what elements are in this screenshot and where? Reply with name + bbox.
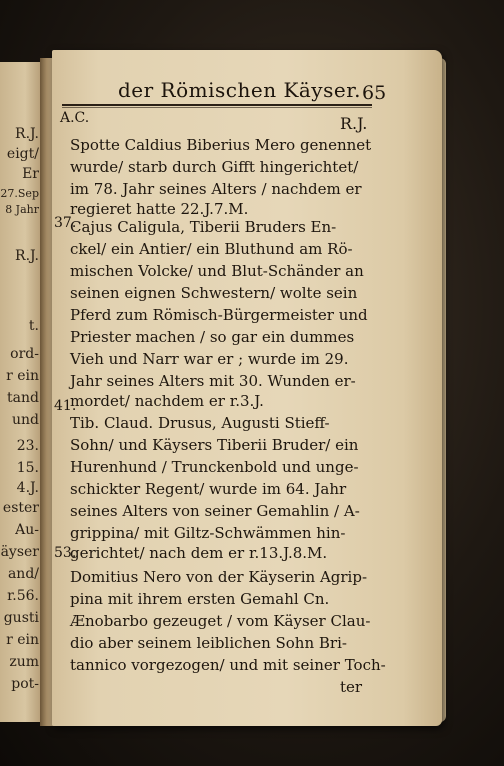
text-line: Domitius Nero von der Käyserin Agrip- [70, 568, 368, 586]
text-line: Sohn/ und Käysers Tiberii Bruder/ ein [70, 436, 359, 454]
text-line: ckel/ ein Antier/ ein Bluthund am Rö- [70, 240, 353, 258]
left-fragment: 23. [16, 438, 39, 454]
text-line: gerichtet/ nach dem er r.13.J.8.M. [70, 544, 328, 562]
text-line: pina mit ihrem ersten Gemahl Cn. [70, 590, 330, 608]
text-line: schickter Regent/ wurde im 64. Jahr [70, 480, 347, 498]
left-fragment: 8 Jahr [5, 203, 39, 216]
left-fragment: äyser [0, 544, 39, 560]
year-number: 41. [54, 398, 77, 414]
left-fragment: und [12, 412, 39, 428]
text-line: Tib. Claud. Drusus, Augusti Stieff- [70, 414, 330, 432]
left-fragment: R.J. [15, 248, 39, 264]
column-head-rj: R.J. [340, 114, 368, 133]
text-line: im 78. Jahr seines Alters / nachdem er [70, 180, 362, 198]
left-fragment: 27.Sep [0, 187, 39, 200]
text-line: seinen eignen Schwestern/ wolte sein [70, 284, 358, 302]
left-fragment: Au- [15, 522, 39, 538]
left-page-margin [0, 62, 42, 722]
left-fragment: tand [7, 390, 39, 406]
text-line: ter [340, 678, 363, 696]
text-line: Ænobarbo gezeuget / vom Käyser Clau- [70, 612, 371, 630]
text-line: mischen Volcke/ und Blut-Schänder an [70, 262, 364, 280]
left-fragment: R.J. [15, 126, 39, 142]
text-line: Pferd zum Römisch-Bürgermeister und [70, 306, 368, 324]
text-line: grippina/ mit Giltz-Schwämmen hin- [70, 524, 346, 542]
text-line: Hurenhund / Trunckenbold und unge- [70, 458, 359, 476]
left-fragment: r.56. [7, 588, 39, 604]
text-line: dio aber seinem leiblichen Sohn Bri- [70, 634, 347, 652]
left-fragment: zum [9, 654, 39, 670]
header-rule-thin [62, 107, 372, 108]
left-fragment: eigt/ [6, 146, 39, 162]
header-rule [62, 104, 372, 106]
page-number: 65 [362, 82, 387, 104]
text-line: regieret hatte 22.J.7.M. [70, 200, 249, 218]
left-fragment: ord- [10, 346, 39, 362]
left-fragment: pot- [11, 676, 39, 692]
text-line: mordet/ nachdem er r.3.J. [70, 392, 264, 410]
left-fragment: and/ [7, 566, 39, 582]
year-number: 53. [54, 545, 77, 561]
left-fragment: r ein [6, 368, 39, 384]
text-line: Jahr seines Alters mit 30. Wunden er- [70, 372, 356, 390]
left-fragment: Er [22, 166, 39, 182]
text-line: wurde/ starb durch Gifft hingerichtet/ [70, 158, 359, 176]
text-line: Priester machen / so gar ein dummes [70, 328, 355, 346]
text-line: seines Alters von seiner Gemahlin / A- [70, 502, 360, 520]
text-line: Cajus Caligula, Tiberii Bruders En- [70, 218, 337, 236]
text-line: tannico vorgezogen/ und mit seiner Toch- [70, 656, 386, 674]
left-fragment: 15. [16, 460, 39, 476]
running-header: der Römischen Käyser. [118, 78, 361, 102]
left-fragment: 4.J. [16, 480, 39, 496]
left-fragment: gusti [3, 610, 39, 626]
left-fragment: ester [2, 500, 39, 516]
column-head-ac: A.C. [60, 110, 90, 126]
text-line: Vieh und Narr war er ; wurde im 29. [70, 350, 349, 368]
text-line: Spotte Caldius Biberius Mero genennet [70, 136, 372, 154]
year-number: 37. [54, 215, 77, 231]
left-fragment: r ein [6, 632, 39, 648]
left-fragment: t. [28, 318, 39, 334]
